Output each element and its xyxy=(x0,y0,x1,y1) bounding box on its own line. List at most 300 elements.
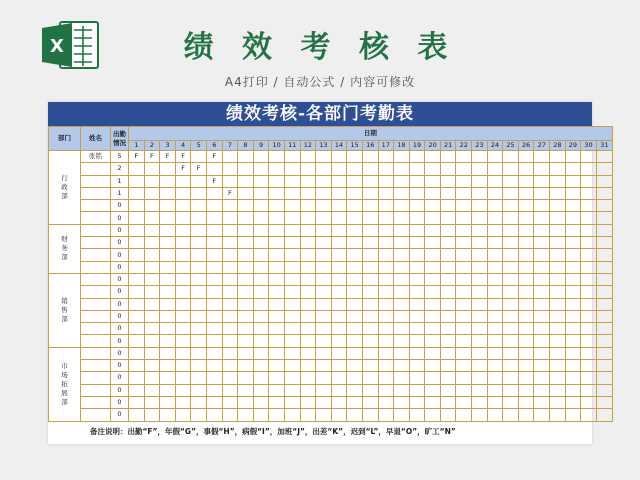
day-cell[interactable] xyxy=(191,212,207,224)
day-cell[interactable] xyxy=(378,261,394,273)
day-cell[interactable] xyxy=(425,151,441,163)
day-cell[interactable] xyxy=(129,237,145,249)
day-cell[interactable] xyxy=(191,273,207,285)
day-cell[interactable] xyxy=(565,261,581,273)
day-cell[interactable] xyxy=(175,249,191,261)
day-cell[interactable] xyxy=(394,323,410,335)
day-cell[interactable] xyxy=(503,298,519,310)
day-cell[interactable] xyxy=(347,286,363,298)
day-cell[interactable] xyxy=(596,310,612,322)
day-cell[interactable] xyxy=(206,396,222,408)
day-cell[interactable] xyxy=(472,212,488,224)
day-cell[interactable] xyxy=(409,323,425,335)
day-cell[interactable] xyxy=(550,175,566,187)
day-cell[interactable] xyxy=(222,360,238,372)
day-cell[interactable] xyxy=(191,310,207,322)
day-cell[interactable] xyxy=(253,286,269,298)
day-cell[interactable] xyxy=(456,335,472,347)
name-cell[interactable] xyxy=(81,384,111,396)
day-cell[interactable] xyxy=(503,335,519,347)
day-cell[interactable] xyxy=(175,360,191,372)
day-cell[interactable] xyxy=(362,200,378,212)
day-cell[interactable] xyxy=(362,310,378,322)
day-cell[interactable] xyxy=(160,261,176,273)
day-cell[interactable] xyxy=(347,360,363,372)
day-cell[interactable] xyxy=(284,249,300,261)
day-cell[interactable] xyxy=(238,175,254,187)
day-cell[interactable] xyxy=(596,347,612,359)
day-cell[interactable] xyxy=(253,323,269,335)
day-cell[interactable] xyxy=(518,175,534,187)
day-cell[interactable] xyxy=(300,396,316,408)
day-cell[interactable] xyxy=(472,347,488,359)
day-cell[interactable] xyxy=(175,175,191,187)
day-cell[interactable] xyxy=(456,298,472,310)
day-cell[interactable] xyxy=(222,310,238,322)
day-cell[interactable] xyxy=(269,187,285,199)
day-cell[interactable] xyxy=(331,310,347,322)
name-cell[interactable] xyxy=(81,335,111,347)
day-cell[interactable] xyxy=(565,224,581,236)
day-cell[interactable] xyxy=(456,175,472,187)
day-cell[interactable] xyxy=(378,335,394,347)
day-cell[interactable] xyxy=(160,298,176,310)
day-cell[interactable] xyxy=(518,396,534,408)
day-cell[interactable] xyxy=(129,273,145,285)
day-cell[interactable] xyxy=(144,384,160,396)
day-cell[interactable] xyxy=(565,384,581,396)
day-cell[interactable] xyxy=(425,310,441,322)
name-cell[interactable] xyxy=(81,237,111,249)
day-cell[interactable] xyxy=(331,409,347,421)
day-cell[interactable] xyxy=(440,396,456,408)
day-cell[interactable] xyxy=(238,237,254,249)
day-cell[interactable] xyxy=(206,237,222,249)
dept-cell[interactable]: 销 售 部 xyxy=(49,273,81,347)
day-cell[interactable] xyxy=(409,187,425,199)
day-cell[interactable] xyxy=(316,200,332,212)
day-cell[interactable] xyxy=(565,310,581,322)
day-cell[interactable] xyxy=(253,360,269,372)
day-cell[interactable] xyxy=(596,273,612,285)
day-cell[interactable] xyxy=(534,360,550,372)
day-cell[interactable] xyxy=(347,310,363,322)
day-cell[interactable] xyxy=(440,212,456,224)
day-cell[interactable] xyxy=(534,200,550,212)
day-cell[interactable] xyxy=(206,335,222,347)
day-cell[interactable] xyxy=(550,323,566,335)
day-cell[interactable] xyxy=(222,323,238,335)
day-cell[interactable] xyxy=(518,237,534,249)
name-cell[interactable] xyxy=(81,163,111,175)
day-cell[interactable] xyxy=(472,335,488,347)
day-cell[interactable] xyxy=(487,286,503,298)
day-cell[interactable] xyxy=(362,224,378,236)
day-cell[interactable] xyxy=(347,273,363,285)
day-cell[interactable] xyxy=(129,396,145,408)
day-cell[interactable] xyxy=(238,347,254,359)
day-cell[interactable] xyxy=(425,360,441,372)
day-cell[interactable] xyxy=(534,224,550,236)
day-cell[interactable] xyxy=(238,335,254,347)
day-cell[interactable] xyxy=(518,163,534,175)
day-cell[interactable] xyxy=(425,286,441,298)
day-cell[interactable] xyxy=(175,224,191,236)
day-cell[interactable] xyxy=(472,163,488,175)
day-cell[interactable] xyxy=(316,163,332,175)
day-cell[interactable] xyxy=(394,286,410,298)
day-cell[interactable] xyxy=(456,224,472,236)
day-cell[interactable] xyxy=(191,261,207,273)
day-cell[interactable] xyxy=(394,310,410,322)
day-cell[interactable] xyxy=(409,212,425,224)
day-cell[interactable] xyxy=(550,249,566,261)
day-cell[interactable] xyxy=(222,335,238,347)
day-cell[interactable] xyxy=(565,163,581,175)
day-cell[interactable] xyxy=(269,347,285,359)
day-cell[interactable] xyxy=(331,347,347,359)
day-cell[interactable] xyxy=(300,237,316,249)
day-cell[interactable] xyxy=(253,409,269,421)
day-cell[interactable] xyxy=(222,273,238,285)
day-cell[interactable] xyxy=(144,347,160,359)
day-cell[interactable] xyxy=(347,175,363,187)
day-cell[interactable] xyxy=(534,323,550,335)
day-cell[interactable] xyxy=(238,212,254,224)
day-cell[interactable] xyxy=(503,187,519,199)
day-cell[interactable] xyxy=(550,237,566,249)
day-cell[interactable] xyxy=(238,273,254,285)
day-cell[interactable] xyxy=(284,200,300,212)
day-cell[interactable] xyxy=(222,151,238,163)
day-cell[interactable] xyxy=(222,372,238,384)
day-cell[interactable] xyxy=(456,249,472,261)
day-cell[interactable] xyxy=(238,187,254,199)
day-cell[interactable] xyxy=(191,335,207,347)
day-cell[interactable] xyxy=(503,212,519,224)
day-cell[interactable] xyxy=(472,200,488,212)
day-cell[interactable] xyxy=(316,187,332,199)
day-cell[interactable] xyxy=(191,347,207,359)
attendance-count-cell[interactable]: 0 xyxy=(111,384,129,396)
day-cell[interactable] xyxy=(409,200,425,212)
day-cell[interactable] xyxy=(253,151,269,163)
day-cell[interactable] xyxy=(316,151,332,163)
day-cell[interactable] xyxy=(534,335,550,347)
day-cell[interactable] xyxy=(362,151,378,163)
day-cell[interactable] xyxy=(409,335,425,347)
day-cell[interactable] xyxy=(129,187,145,199)
day-cell[interactable] xyxy=(316,335,332,347)
day-cell[interactable] xyxy=(472,298,488,310)
day-cell[interactable] xyxy=(253,249,269,261)
day-cell[interactable] xyxy=(425,261,441,273)
day-cell[interactable] xyxy=(316,286,332,298)
day-cell[interactable] xyxy=(160,175,176,187)
day-cell[interactable] xyxy=(534,384,550,396)
day-cell[interactable] xyxy=(238,323,254,335)
day-cell[interactable] xyxy=(331,163,347,175)
day-cell[interactable] xyxy=(316,224,332,236)
day-cell[interactable] xyxy=(378,249,394,261)
day-cell[interactable] xyxy=(284,372,300,384)
day-cell[interactable] xyxy=(440,249,456,261)
day-cell[interactable] xyxy=(238,298,254,310)
day-cell[interactable] xyxy=(487,384,503,396)
day-cell[interactable] xyxy=(394,187,410,199)
day-cell[interactable] xyxy=(222,384,238,396)
day-cell[interactable] xyxy=(518,335,534,347)
day-cell[interactable] xyxy=(518,151,534,163)
day-cell[interactable] xyxy=(425,249,441,261)
day-cell[interactable] xyxy=(300,286,316,298)
day-cell[interactable] xyxy=(472,273,488,285)
attendance-count-cell[interactable]: 0 xyxy=(111,409,129,421)
day-cell[interactable] xyxy=(596,237,612,249)
day-cell[interactable] xyxy=(129,372,145,384)
day-cell[interactable] xyxy=(425,175,441,187)
day-cell[interactable] xyxy=(456,360,472,372)
day-cell[interactable] xyxy=(300,323,316,335)
day-cell[interactable] xyxy=(269,298,285,310)
day-cell[interactable] xyxy=(409,175,425,187)
day-cell[interactable] xyxy=(565,212,581,224)
day-cell[interactable] xyxy=(331,372,347,384)
day-cell[interactable] xyxy=(129,286,145,298)
attendance-count-cell[interactable]: 0 xyxy=(111,347,129,359)
day-cell[interactable] xyxy=(206,298,222,310)
day-cell[interactable] xyxy=(394,273,410,285)
day-cell[interactable] xyxy=(362,237,378,249)
name-cell[interactable] xyxy=(81,261,111,273)
day-cell[interactable] xyxy=(269,310,285,322)
day-cell[interactable] xyxy=(456,187,472,199)
day-cell[interactable] xyxy=(518,310,534,322)
day-cell[interactable] xyxy=(253,396,269,408)
day-cell[interactable] xyxy=(581,396,597,408)
day-cell[interactable] xyxy=(300,335,316,347)
day-cell[interactable] xyxy=(316,249,332,261)
day-cell[interactable] xyxy=(456,200,472,212)
day-cell[interactable] xyxy=(253,224,269,236)
day-cell[interactable] xyxy=(191,200,207,212)
day-cell[interactable] xyxy=(160,409,176,421)
day-cell[interactable] xyxy=(253,237,269,249)
day-cell[interactable] xyxy=(378,212,394,224)
day-cell[interactable] xyxy=(269,212,285,224)
day-cell[interactable] xyxy=(129,384,145,396)
attendance-count-cell[interactable]: 2 xyxy=(111,163,129,175)
day-cell[interactable] xyxy=(160,187,176,199)
day-cell[interactable] xyxy=(534,212,550,224)
day-cell[interactable] xyxy=(347,323,363,335)
day-cell[interactable] xyxy=(331,151,347,163)
day-cell[interactable] xyxy=(378,372,394,384)
day-cell[interactable] xyxy=(347,212,363,224)
day-cell[interactable] xyxy=(596,187,612,199)
day-cell[interactable] xyxy=(160,273,176,285)
day-cell[interactable] xyxy=(144,175,160,187)
dept-cell[interactable]: 市 场 拓 展 部 xyxy=(49,347,81,421)
day-cell[interactable] xyxy=(362,360,378,372)
day-cell[interactable] xyxy=(331,286,347,298)
day-cell[interactable] xyxy=(206,360,222,372)
day-cell[interactable] xyxy=(300,409,316,421)
day-cell[interactable] xyxy=(160,237,176,249)
day-cell[interactable] xyxy=(300,249,316,261)
day-cell[interactable] xyxy=(331,298,347,310)
day-cell[interactable] xyxy=(129,175,145,187)
name-cell[interactable] xyxy=(81,187,111,199)
attendance-count-cell[interactable]: 0 xyxy=(111,212,129,224)
day-cell[interactable] xyxy=(394,335,410,347)
day-cell[interactable] xyxy=(160,396,176,408)
day-cell[interactable] xyxy=(362,396,378,408)
day-cell[interactable] xyxy=(269,151,285,163)
attendance-count-cell[interactable]: 0 xyxy=(111,310,129,322)
day-cell[interactable] xyxy=(206,200,222,212)
day-cell[interactable] xyxy=(300,151,316,163)
day-cell[interactable] xyxy=(503,360,519,372)
day-cell[interactable] xyxy=(503,372,519,384)
day-cell[interactable] xyxy=(269,372,285,384)
dept-cell[interactable]: 行 政 部 xyxy=(49,151,81,225)
day-cell[interactable] xyxy=(596,298,612,310)
day-cell[interactable] xyxy=(160,310,176,322)
day-cell[interactable] xyxy=(331,323,347,335)
day-cell[interactable] xyxy=(503,249,519,261)
day-cell[interactable] xyxy=(300,273,316,285)
day-cell[interactable] xyxy=(456,384,472,396)
day-cell[interactable] xyxy=(550,360,566,372)
day-cell[interactable] xyxy=(440,286,456,298)
day-cell[interactable] xyxy=(596,384,612,396)
day-cell[interactable] xyxy=(144,335,160,347)
day-cell[interactable] xyxy=(534,298,550,310)
attendance-count-cell[interactable]: 0 xyxy=(111,261,129,273)
attendance-count-cell[interactable]: 0 xyxy=(111,200,129,212)
day-cell[interactable] xyxy=(440,384,456,396)
day-cell[interactable] xyxy=(378,200,394,212)
day-cell[interactable] xyxy=(534,347,550,359)
day-cell[interactable] xyxy=(331,200,347,212)
name-cell[interactable] xyxy=(81,200,111,212)
day-cell[interactable] xyxy=(456,212,472,224)
day-cell[interactable] xyxy=(253,347,269,359)
day-cell[interactable] xyxy=(518,384,534,396)
name-cell[interactable] xyxy=(81,249,111,261)
day-cell[interactable] xyxy=(347,200,363,212)
day-cell[interactable] xyxy=(518,212,534,224)
day-cell[interactable] xyxy=(222,286,238,298)
day-cell[interactable] xyxy=(191,224,207,236)
day-cell[interactable] xyxy=(238,286,254,298)
day-cell[interactable] xyxy=(425,163,441,175)
day-cell[interactable] xyxy=(175,237,191,249)
day-cell[interactable] xyxy=(269,163,285,175)
day-cell[interactable] xyxy=(253,261,269,273)
day-cell[interactable] xyxy=(378,273,394,285)
day-cell[interactable] xyxy=(440,372,456,384)
day-cell[interactable] xyxy=(409,347,425,359)
day-cell[interactable] xyxy=(284,261,300,273)
day-cell[interactable]: F xyxy=(175,163,191,175)
day-cell[interactable] xyxy=(191,187,207,199)
day-cell[interactable] xyxy=(222,396,238,408)
day-cell[interactable] xyxy=(253,212,269,224)
day-cell[interactable] xyxy=(362,347,378,359)
day-cell[interactable] xyxy=(581,212,597,224)
day-cell[interactable] xyxy=(160,335,176,347)
day-cell[interactable] xyxy=(394,163,410,175)
day-cell[interactable] xyxy=(238,310,254,322)
day-cell[interactable] xyxy=(300,175,316,187)
day-cell[interactable] xyxy=(456,310,472,322)
day-cell[interactable]: F xyxy=(206,151,222,163)
day-cell[interactable] xyxy=(144,273,160,285)
day-cell[interactable] xyxy=(394,261,410,273)
day-cell[interactable] xyxy=(440,261,456,273)
day-cell[interactable] xyxy=(472,360,488,372)
day-cell[interactable] xyxy=(206,163,222,175)
day-cell[interactable] xyxy=(596,163,612,175)
day-cell[interactable] xyxy=(581,224,597,236)
day-cell[interactable] xyxy=(550,384,566,396)
day-cell[interactable] xyxy=(472,224,488,236)
day-cell[interactable] xyxy=(487,273,503,285)
day-cell[interactable] xyxy=(503,323,519,335)
day-cell[interactable] xyxy=(456,409,472,421)
day-cell[interactable] xyxy=(409,360,425,372)
day-cell[interactable] xyxy=(238,409,254,421)
day-cell[interactable] xyxy=(534,286,550,298)
day-cell[interactable] xyxy=(191,237,207,249)
day-cell[interactable] xyxy=(300,187,316,199)
day-cell[interactable] xyxy=(284,323,300,335)
day-cell[interactable] xyxy=(472,384,488,396)
day-cell[interactable] xyxy=(316,273,332,285)
day-cell[interactable] xyxy=(472,396,488,408)
day-cell[interactable] xyxy=(440,237,456,249)
day-cell[interactable] xyxy=(472,372,488,384)
day-cell[interactable] xyxy=(191,360,207,372)
day-cell[interactable] xyxy=(206,273,222,285)
day-cell[interactable] xyxy=(253,273,269,285)
day-cell[interactable] xyxy=(518,372,534,384)
attendance-count-cell[interactable]: 1 xyxy=(111,187,129,199)
day-cell[interactable] xyxy=(144,286,160,298)
name-cell[interactable] xyxy=(81,360,111,372)
day-cell[interactable] xyxy=(378,187,394,199)
attendance-count-cell[interactable]: 0 xyxy=(111,372,129,384)
day-cell[interactable] xyxy=(550,224,566,236)
day-cell[interactable] xyxy=(487,310,503,322)
day-cell[interactable] xyxy=(487,175,503,187)
day-cell[interactable] xyxy=(394,175,410,187)
day-cell[interactable]: F xyxy=(191,163,207,175)
day-cell[interactable] xyxy=(394,396,410,408)
day-cell[interactable] xyxy=(175,310,191,322)
day-cell[interactable] xyxy=(596,335,612,347)
day-cell[interactable] xyxy=(596,409,612,421)
day-cell[interactable]: F xyxy=(206,175,222,187)
day-cell[interactable] xyxy=(269,396,285,408)
day-cell[interactable] xyxy=(581,323,597,335)
day-cell[interactable] xyxy=(253,163,269,175)
day-cell[interactable] xyxy=(347,249,363,261)
day-cell[interactable] xyxy=(191,286,207,298)
day-cell[interactable] xyxy=(550,273,566,285)
